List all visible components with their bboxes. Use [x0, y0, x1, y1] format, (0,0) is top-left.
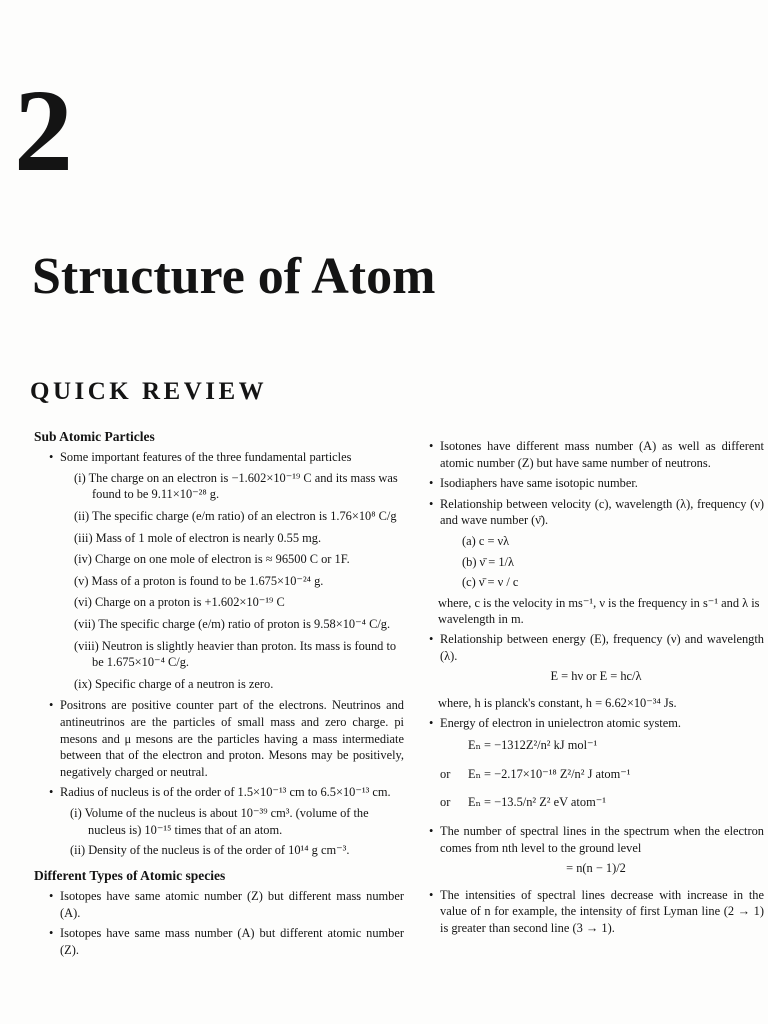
- isodiaphers-bullet: • Isodiaphers have same isotopic number.: [428, 475, 764, 492]
- spectral-bullet: • The number of spectral lines in the spectrum when the electron comes from nth level to the ground level: [428, 823, 764, 856]
- unielectron-bullet: • Energy of electron in unielectron atomic system.: [428, 715, 764, 732]
- where-c-text: where, c is the velocity in ms⁻¹, ν is the frequency in s⁻¹ and λ is wavelength in m.: [438, 595, 760, 627]
- spectral-formula: = n(n − 1)/2: [566, 861, 626, 876]
- chapter-number: 2: [14, 65, 73, 196]
- eq1-text: Eₙ = −1312Z²/n² kJ mol⁻¹: [468, 738, 598, 753]
- heading-species: Different Types of Atomic species: [34, 867, 226, 883]
- energy-eq-3: [440, 794, 764, 811]
- radius-bullet: • Radius of nucleus is of the order of 1.5×10⁻¹³ cm to 6.5×10⁻¹³ cm.: [48, 784, 404, 801]
- particle-fact: (iv) Charge on one mole of electron is ≈ 96500 C or 1F.: [74, 552, 350, 567]
- isotones-bullet: • Isotones have different mass number (A) as well as different atomic number (Z) but have same number of neutrons.: [428, 438, 764, 471]
- particle-fact: (ii) The specific charge (e/m ratio) of an electron is 1.76×10⁸ C/g: [74, 508, 397, 523]
- left-column: [34, 428, 404, 962]
- particle-fact: (vi) Charge on a proton is +1.602×10⁻¹⁹ C: [74, 595, 285, 610]
- eq3-text: Eₙ = −13.5/n² Z² eV atom⁻¹: [468, 795, 606, 810]
- heading-sub-atomic: Sub Atomic Particles: [34, 429, 155, 444]
- relationship-bullet: • Relationship between velocity (c), wavelength (λ), frequency (ν) and wave number (ν̄).: [428, 496, 764, 529]
- particle-fact: (iii) Mass of 1 mole of electron is nearly 0.55 mg.: [74, 530, 322, 545]
- isotopes-bullet: • Isotopes have same atomic number (Z) but different mass number (A).: [48, 888, 404, 921]
- formula-c: (c) ν̄ = ν / c: [462, 575, 519, 590]
- energy-eq-1: [440, 737, 764, 754]
- radius-fact: (ii) Density of the nucleus is of the order of 10¹⁴ g cm⁻³.: [70, 843, 350, 858]
- planck-text: where, h is planck's constant, h = 6.62×10⁻³⁴ Js.: [438, 695, 677, 710]
- intro-bullet: • Some important features of the three fundamental particles: [48, 449, 404, 466]
- particle-fact: (ix) Specific charge of a neutron is zero.: [74, 676, 274, 691]
- right-column: [428, 438, 764, 941]
- positrons-bullet: • Positrons are positive counter part of the electrons. Neutrinos and antineutrinos are the particles of small mass and zero charge. pi mesons and μ mesons are the particles having a mass intermediate between that of the electron and proton. Mesons may be positively, negatively charged or neutral.: [48, 697, 404, 780]
- or-label: or: [440, 766, 451, 781]
- chapter-title: Structure of Atom: [32, 248, 436, 305]
- formula-b: (b) ν̄ = 1/λ: [462, 554, 514, 569]
- particle-fact: (vii) The specific charge (e/m) ratio of proton is 9.58×10⁻⁴ C/g.: [74, 616, 391, 631]
- radius-fact: (i) Volume of the nucleus is about 10⁻³⁹ cm³. (volume of the nucleus is) 10⁻¹⁵ times that of an atom.: [70, 806, 369, 837]
- energy-eq-2: [440, 766, 764, 783]
- energy-formula: E = hν or E = hc/λ: [550, 669, 642, 684]
- isobars-bullet: • Isotopes have same mass number (A) but different atomic number (Z).: [48, 925, 404, 958]
- particle-fact: (v) Mass of a proton is found to be 1.675×10⁻²⁴ g.: [74, 573, 324, 588]
- particle-fact: (viii) Neutron is slightly heavier than proton. Its mass is found to be 1.675×10⁻⁴ C/g.: [74, 638, 397, 670]
- or-label: or: [440, 795, 451, 810]
- quick-review-heading: QUICK REVIEW: [30, 378, 268, 405]
- formula-a: (a) c = νλ: [462, 534, 510, 549]
- particle-fact: (i) The charge on an electron is −1.602×10⁻¹⁹ C and its mass was found to be 9.11×10⁻²⁸ g.: [74, 470, 398, 502]
- energy-bullet: • Relationship between energy (E), frequency (ν) and wavelength (λ).: [428, 631, 764, 664]
- intensity-bullet: • The intensities of spectral lines decrease with increase in the value of n for example, the intensity of first Lyman line (2 → 1) is greater than second line (3 → 1).: [428, 887, 764, 937]
- eq2-text: Eₙ = −2.17×10⁻¹⁸ Z²/n² J atom⁻¹: [468, 766, 631, 781]
